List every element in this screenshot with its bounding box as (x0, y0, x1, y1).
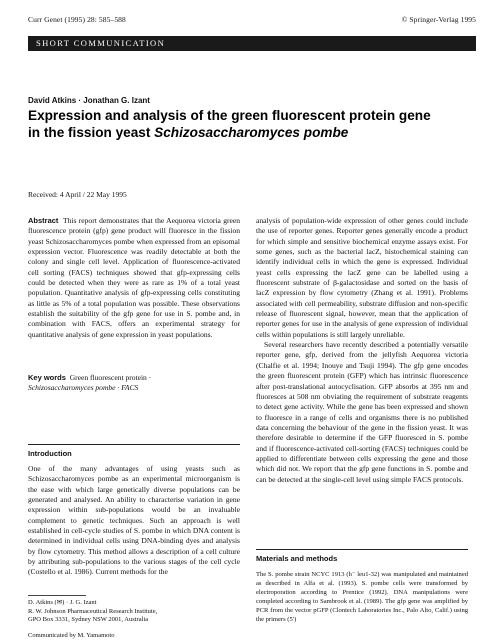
abstract-label: Abstract (28, 216, 59, 225)
received-dates: Received: 4 April / 22 May 1995 (28, 190, 127, 199)
abstract (28, 216, 240, 340)
communicated-by: Communicated by M. Yamamoto (28, 632, 115, 639)
affiliation-line-1: D. Atkins (✉) · J. G. Izant (28, 599, 97, 606)
title-line-2: in the fission yeast (28, 125, 155, 140)
introduction-heading: Introduction (28, 444, 240, 459)
keywords-label: Key words (28, 373, 66, 382)
right-paragraph-2 (256, 340, 468, 485)
methods-heading: Materials and methods (256, 549, 468, 564)
right-column-text (256, 216, 468, 485)
author-affiliation (28, 599, 240, 625)
keywords-line-1: Green fluorescent protein · (69, 373, 152, 382)
title-line-1: Expression and analysis of the green fluorescent protein gene (28, 108, 431, 123)
right-paragraph-2-text: Several researchers have recently described a potentially versatile reporter gene, gfp, derived from the jellyfish Aequorea victoria (Chalfie et al. 1994; Inouye and Tsuji 1994). The gfp gene encodes the green fluorescent protein (GFP) which has intrinsic fluorescence after post-translational autocyclisation. GFP absorbs at 395 nm and fluoresces at 508 nm obviating the requirement of substrate reagents to detect gene activity. While the gene has been expressed and shown to fluoresce in a range of cells and organisms there is no published data concerning the behaviour of the gene in the fission yeast. It was therefore desirable to determine if the GFP fluoresced in S. pombe and if fluorescence-activated cell-sorting (FACS) techniques could be applied to differentiate between cells expressing the gene and those which did not. We report that the gfp gene functions in S. pombe and can be detected at the single-cell level using simple FACS protocols. (256, 340, 468, 484)
author-list: David Atkins · Jonathan G. Izant (28, 96, 150, 105)
footnote-rule (28, 595, 86, 596)
affiliation-line-2: R. W. Johnson Pharmaceutical Research Institute, (28, 607, 158, 615)
article-title (28, 107, 478, 141)
journal-header (28, 15, 476, 24)
keywords (28, 373, 240, 394)
abstract-text: This report demonstrates that the Aequorea victoria green fluorescence protein (gfp) gene product will fluoresce in the fission yeast Schizosaccharomyces pombe when expressed from an episomal expression vector. Fluorescence was readily detectable at both the colony and single cell level. Application of fluorescence-activated cell sorting (FACS) techniques showed that gfp-expressing cells could be detected when they were as rare as 1% of a total yeast population. Quantitative analysis of gfp-expressing cells constituting as little as 5% of a total population was possible. These observations establish the suitability of the gfp gene for use in S. pombe and, in combination with FACS, offers an experimental strategy for quantitative analysis of gene expression in yeast populations. (28, 216, 240, 339)
article-type-banner: SHORT COMMUNICATION (28, 36, 476, 51)
publisher-copyright: © Springer-Verlag 1995 (401, 15, 476, 24)
journal-citation: Curr Genet (1995) 28: 585–588 (28, 15, 126, 24)
introduction-text: One of the many advantages of using yeasts such as Schizosaccharomyces pombe as an experimental microorganism is the ease with which large genetically diverse populations can be generated and analysed. An ability to characterise variation in gene expression within sub-populations would be an invaluable complement to genetic techniques. Such an approach is well established in cell-cycle studies of S. pombe in which DNA content is determined in individual cells using DNA-binding dyes and analysis by flow cytometry. This method allows a description of a cell culture by attributing sub-populations to the various stages of the cell cycle (Costello et al. 1986). Current methods for the (28, 464, 240, 577)
right-paragraph-1: analysis of population-wide expression of other genes could include the use of reporter genes. Reporter genes generally encode a product for which simple and sensitive biochemical enzyme assays exist. For some genes, such as the bacterial lacZ, histochemical staining can identify individual cells in which the gene is expressed. Individual yeast cells expressing the lacZ gene can be labelled using a fluorescent substrate of β-galactosidase and sorted on the basis of lacZ expression by flow cytometry (Zhang et al. 1991). Problems associated with cell permeability, substrate diffusion and non-specific release of fluorescent signal, however, mean that the application of reporter genes for use in the analysis of gene expression of individual cells within populations is still largely unreliable. (256, 216, 468, 339)
methods-text: The S. pombe strain NCYC 1913 (h⁻ leu1-32) was manipulated and maintained as described in Alfa et al. (1993). S. pombe cells were transformed by electroporation according to Prentice (1992). DNA manipulations were completed according to Sambrook et al. (1989). The gfp gene was amplified by PCR from the vector pGFP (Clontech Laboratories Inc., Palo Alto, Calif.) using the primers (5′) (256, 571, 468, 624)
keywords-line-2: Schizosaccharomyces pombe · FACS (28, 383, 139, 393)
title-organism: Schizosaccharomyces pombe (154, 125, 349, 140)
affiliation-line-3: GPO Box 3331, Sydney NSW 2001, Australia (28, 616, 149, 624)
